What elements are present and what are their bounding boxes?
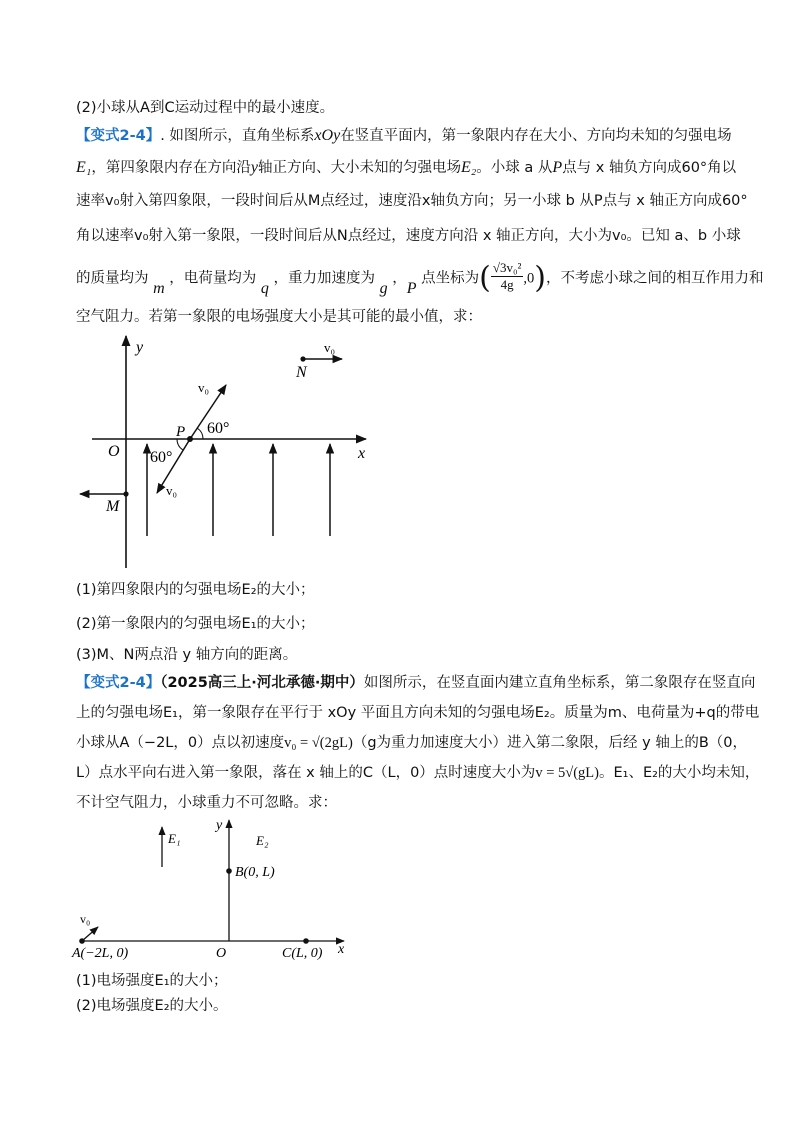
label-angle-lower: 60° bbox=[150, 449, 173, 466]
problem1-line3: 速率v₀射入第四象限，一段时间后从M点经过，速度沿x轴负方向；另一小球 b 从P点与 x 轴正方向成60° bbox=[76, 193, 748, 209]
problem1-text-b: 在竖直平面内，第一象限内存在大小、方向均未知的匀强电场 bbox=[340, 128, 732, 144]
problem1-question2: (2)第一象限内的匀强电场E₁的大小； bbox=[76, 616, 315, 632]
label-y: y bbox=[136, 339, 144, 356]
problem1-line5 bbox=[76, 262, 764, 295]
symbol-p2: P bbox=[406, 279, 417, 297]
label-y: y bbox=[216, 818, 223, 833]
problem1-question3: (3)M、N两点沿 y 轴方向的距离。 bbox=[76, 647, 298, 663]
point-p bbox=[187, 436, 193, 442]
point-c bbox=[303, 938, 309, 944]
label-angle-upper: 60° bbox=[207, 420, 230, 437]
paren-open: ( bbox=[479, 260, 491, 296]
velocity-a-arrow bbox=[82, 927, 98, 941]
problem1-text-h: ，电荷量均为 bbox=[169, 270, 257, 287]
label-b: B(0, L) bbox=[235, 865, 275, 880]
problem1-line6: 空气阻力。若第一象限的电场强度大小是其可能的最小值，求： bbox=[76, 309, 482, 325]
label-x: x bbox=[338, 942, 345, 957]
figure-2-diagram bbox=[70, 815, 360, 965]
label-origin: O bbox=[108, 443, 120, 460]
symbol-e2: E₂ bbox=[460, 159, 477, 176]
label-x: x bbox=[358, 445, 366, 462]
angle-arc-upper bbox=[197, 428, 203, 439]
p-coordinate-fraction bbox=[491, 260, 524, 293]
problem2-question2: (2)电场强度E₂的大小。 bbox=[76, 998, 228, 1014]
problem1-text-d: 轴正方向、大小未知的匀强电场 bbox=[257, 160, 461, 176]
label-n: N bbox=[296, 364, 307, 381]
formula-v0: v₀ = √(2gL) bbox=[284, 735, 353, 751]
problem1-text-j: ， bbox=[392, 270, 407, 287]
problem2-source: （2025高三上·河北承德·期中） bbox=[160, 675, 364, 691]
label-e1: E₁ bbox=[168, 831, 181, 846]
problem2-line4 bbox=[76, 763, 759, 783]
problem1-text-l: ，不考虑小球之间的相互作用力和 bbox=[546, 270, 764, 287]
problem2-text-a: 如图所示，在竖直面内建立直角坐标系，第二象限存在竖直向 bbox=[363, 675, 756, 691]
fraction-numerator: √3v₀² bbox=[492, 260, 522, 275]
problem2-tag: 【变式2-4】 bbox=[76, 675, 161, 691]
problem1-text-e: 。小球 a 从 bbox=[476, 160, 553, 176]
label-a: A(−2L, 0) bbox=[72, 946, 129, 961]
problem1-text-g: 的质量均为 bbox=[76, 270, 149, 287]
problem2-text-e: 。E₁、E₂的大小均未知， bbox=[598, 765, 760, 781]
fraction-tail: ,0 bbox=[523, 270, 535, 287]
symbol-m: m bbox=[153, 279, 165, 297]
paren-close: ) bbox=[534, 260, 546, 296]
symbol-g: g bbox=[379, 279, 388, 297]
problem1-text-i: ，重力加速度为 bbox=[273, 270, 375, 287]
label-m: M bbox=[106, 498, 120, 515]
point-b bbox=[226, 868, 232, 874]
problem2-line5: 不计空气阻力，小球重力不可忽略。求： bbox=[76, 795, 337, 811]
symbol-p: P bbox=[552, 159, 563, 176]
label-origin: O bbox=[216, 946, 227, 961]
problem1-text-f: 点与 x 轴负方向成60°角以 bbox=[562, 160, 737, 176]
formula-v: v = 5√(gL) bbox=[535, 765, 599, 781]
label-v0: v₀ bbox=[80, 912, 91, 926]
label-v0-a: v₀ bbox=[166, 483, 178, 498]
problem2-line1 bbox=[76, 673, 755, 693]
problem2-line2: 上的匀强电场E₁，第一象限存在平行于 xOy 平面且方向未知的匀强电场E₂。质量为m、电荷量为+q的带电 bbox=[76, 705, 760, 721]
problem1-question1: (1)第四象限内的匀强电场E₂的大小； bbox=[76, 582, 315, 598]
question-part-2: (2)小球从A到C运动过程中的最小速度。 bbox=[76, 100, 335, 116]
problem1-text-k: 点坐标为 bbox=[421, 270, 480, 287]
problem1-text-a: . 如图所示，直角坐标系 bbox=[160, 128, 315, 144]
figure-1-diagram bbox=[70, 330, 380, 575]
angle-arc-lower bbox=[177, 439, 183, 450]
problem1-tag: 【变式2-4】 bbox=[76, 128, 161, 144]
label-c: C(L, 0) bbox=[282, 946, 323, 961]
problem2-line3 bbox=[76, 733, 747, 753]
label-v0-b: v₀ bbox=[198, 380, 210, 395]
symbol-e1: E₁ bbox=[76, 159, 92, 176]
problem2-question1: (1)电场强度E₁的大小； bbox=[76, 973, 228, 989]
problem2-text-b: 小球从A（−2L，0）点以初速度 bbox=[76, 735, 285, 751]
problem1-line2 bbox=[76, 158, 736, 178]
coord-system-label: xOy bbox=[314, 127, 341, 144]
label-p: P bbox=[176, 424, 186, 440]
fraction-denominator: 4g bbox=[500, 277, 514, 292]
symbol-q: q bbox=[260, 279, 269, 297]
problem1-line1 bbox=[76, 126, 732, 146]
label-e2: E₂ bbox=[256, 833, 269, 848]
problem1-line4: 角以速率v₀射入第一象限，一段时间后从N点经过，速度方向沿 x 轴正方向，大小为v₀。已知 a、b 小球 bbox=[76, 228, 741, 244]
label-v0-n: v₀ bbox=[324, 340, 336, 355]
problem2-text-d: L）点水平向右进入第一象限，落在 x 轴上的C（L，0）点时速度大小为 bbox=[76, 765, 536, 781]
symbol-y: y bbox=[250, 159, 258, 176]
problem2-text-c: （g为重力加速度大小）进入第二象限，后经 y 轴上的B（0， bbox=[352, 735, 748, 751]
problem1-text-c: ，第四象限内存在方向沿 bbox=[91, 160, 251, 176]
